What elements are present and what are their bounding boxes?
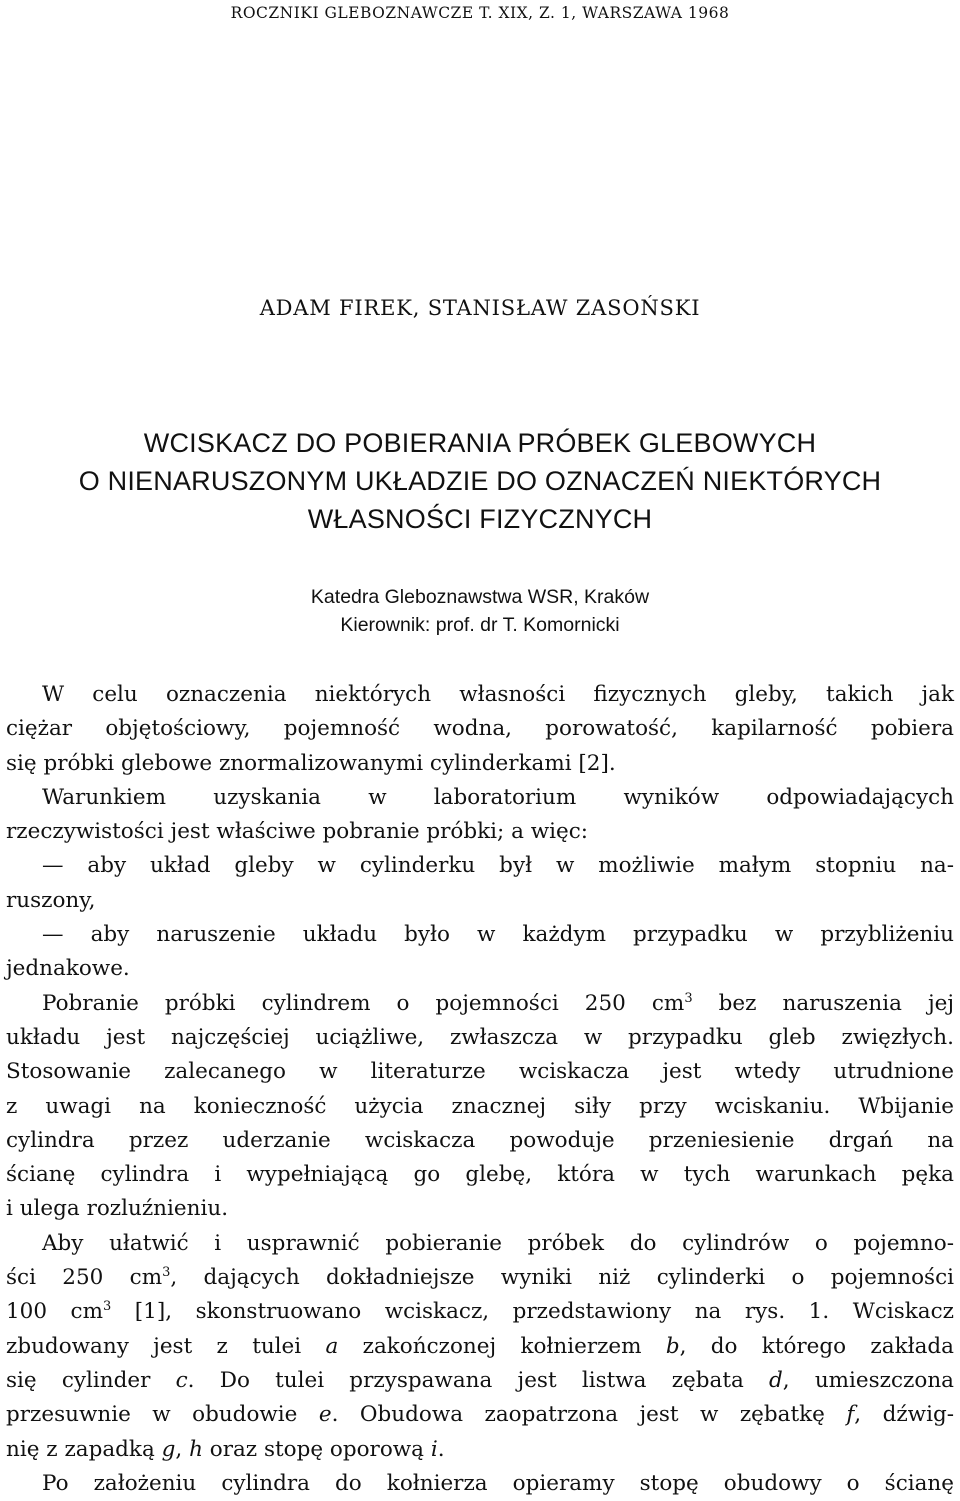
figure-part-label: c: [175, 1367, 188, 1393]
article-title: [0, 424, 960, 538]
text-line: [6, 1295, 954, 1329]
text-line: cylindra przez uderzanie wciskacza powoduje przeniesienie drgań na: [6, 1127, 954, 1153]
text-run: . Do tulei przyspawana jest listwa zębata: [187, 1367, 769, 1393]
text-line: ruszony,: [6, 887, 96, 913]
text-line: — aby naruszenie układu było w każdym przypadku w przybliżeniu: [42, 922, 954, 948]
superscript: 3: [162, 1264, 171, 1280]
department-head: Kierownik: prof. dr T. Komornicki: [340, 614, 620, 636]
body-text: [6, 678, 954, 1501]
superscript: 3: [102, 1299, 112, 1315]
figure-part-label: e: [318, 1402, 332, 1428]
text-run: zbudowany jest z tulei: [6, 1333, 326, 1359]
text-run: , dźwig-: [854, 1402, 954, 1428]
text-line: się próbki glebowe znormalizowanymi cylinderkami [2].: [6, 750, 616, 776]
text-run: ,: [175, 1436, 190, 1462]
text-line: — aby układ gleby w cylinderku był w możliwie małym stopniu na-: [42, 853, 954, 879]
figure-part-label: f: [846, 1402, 855, 1428]
text-line: [6, 1330, 954, 1364]
text-line: jednakowe.: [6, 956, 130, 982]
text-run: , do którego zakłada: [679, 1333, 954, 1359]
figure-part-label: a: [325, 1333, 339, 1359]
text-run: nię z zapadką: [6, 1436, 162, 1462]
title-line: WŁASNOŚCI FIZYCZNYCH: [307, 504, 653, 534]
text-run: Pobranie próbki cylindrem o pojemności 250 cm: [42, 990, 685, 1016]
text-line: Stosowanie zalecanego w literaturze wciskacza jest wtedy utrudnione: [6, 1059, 954, 1085]
figure-part-label: b: [665, 1333, 680, 1359]
text-run: zakończonej kołnierzem: [338, 1333, 666, 1359]
text-line: ścianę cylindra i wypełniającą go glebę, która w tych warunkach pęka: [6, 1162, 954, 1188]
affiliation: [0, 583, 960, 639]
text-run: bez naruszenia jej: [692, 990, 954, 1016]
text-line: [6, 1364, 954, 1398]
text-line: [6, 1261, 954, 1295]
text-line: i ulega rozluźnieniu.: [6, 1196, 229, 1222]
text-run: . Obudowa zaopatrzona jest w zębatkę: [331, 1402, 847, 1428]
text-run: oraz stopę oporową: [202, 1436, 431, 1462]
text-line: z uwagi na konieczność użycia znacznej siły przy wciskaniu. Wbijanie: [6, 1093, 954, 1119]
text-run: , umieszczona: [782, 1367, 954, 1393]
text-run: .: [437, 1436, 445, 1462]
text-line: W celu oznaczenia niektórych własności fizycznych gleby, takich jak: [42, 682, 954, 707]
text-line: ciężar objętościowy, pojemność wodna, porowatość, kapilarność pobiera: [6, 716, 954, 742]
authors: ADAM FIREK, STANISŁAW ZASOŃSKI: [259, 296, 701, 320]
text-line: [6, 1433, 954, 1467]
text-run: się cylinder: [6, 1367, 176, 1393]
text-run: ści 250 cm: [6, 1265, 163, 1291]
text-line: [6, 1398, 954, 1432]
text-line: Po założeniu cylindra do kołnierza opieramy stopę obudowy o ścianę: [42, 1470, 954, 1496]
figure-part-label: g: [161, 1436, 176, 1462]
figure-part-label: i: [430, 1436, 438, 1462]
text-run: przesuwnie w obudowie: [6, 1402, 319, 1428]
text-line: układu jest najczęściej uciążliwe, zwłaszcza w przypadku gleb zwięzłych.: [6, 1024, 954, 1050]
text-line: Aby ułatwić i usprawnić pobieranie próbek do cylindrów o pojemno-: [42, 1230, 954, 1256]
text-run: 100 cm: [6, 1299, 103, 1325]
department: Katedra Gleboznawstwa WSR, Kraków: [310, 586, 650, 608]
figure-part-label: d: [769, 1367, 783, 1393]
title-line: WCISKACZ DO POBIERANIA PRÓBEK GLEBOWYCH: [143, 428, 817, 458]
text-run: [1], skonstruowano wciskacz, przedstawiony na rys. 1. Wciskacz: [111, 1299, 954, 1325]
running-header: ROCZNIKI GLEBOZNAWCZE T. XIX, Z. 1, WARSZAWA 1968: [230, 4, 730, 22]
text-line: [6, 987, 954, 1021]
text-line: rzeczywistości jest właściwe pobranie próbki; a więc:: [6, 819, 589, 845]
title-line: O NIENARUSZONYM UKŁADZIE DO OZNACZEŃ NIEKTÓRYCH: [78, 466, 882, 496]
figure-part-label: h: [189, 1436, 203, 1462]
superscript: 3: [684, 990, 693, 1006]
text-line: Warunkiem uzyskania w laboratorium wyników odpowiadających: [42, 784, 954, 810]
text-run: , dających dokładniejsze wyniki niż cylinderki o pojemności: [170, 1265, 954, 1291]
